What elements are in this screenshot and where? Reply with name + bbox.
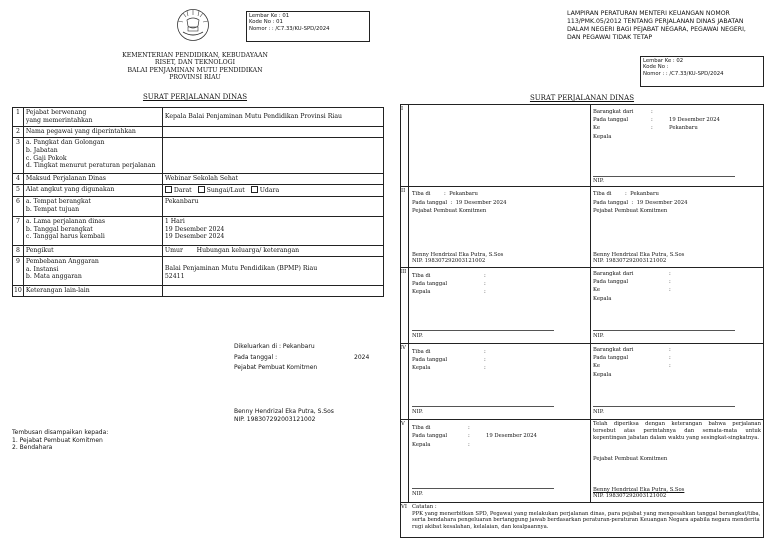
table-row: 1 Pejabat berwenang yang memerintahkan Kepala Balai Penjaminan Mutu Pendidikan Provinsi Riau <box>13 108 384 127</box>
section-2-right: Tiba di : Pekanbaru Pada tanggal : 19 Desember 2024 Pejabat Pembuat Komitmen <box>593 191 688 215</box>
section-2-left: Tiba di : Pekanbaru Pada tanggal : 19 Desember 2024 Pejabat Pembuat Komitmen <box>412 191 507 215</box>
lembar-box-right <box>640 56 764 87</box>
section-number: III <box>400 269 407 275</box>
number-column-line <box>408 104 409 502</box>
issued-place: Dikeluarkan di : Pekanbaru <box>234 343 315 350</box>
section-number: V <box>401 421 405 427</box>
table-row: 10 Keterangan lain-lain <box>13 285 384 296</box>
section-2-right-signatory: Benny Hendrizal Eka Putra, S.Sos NIP. 198307292003121002 <box>593 252 685 265</box>
nomor: Nomor : : /C7.33/KU-SPD/2024 <box>249 25 330 32</box>
spd-back-frame <box>400 104 764 538</box>
catatan-block <box>412 504 762 530</box>
nip-label: NIP. <box>412 333 423 339</box>
kode-no: Kode No : 01 <box>249 19 283 26</box>
signature-line <box>412 488 554 489</box>
section-number: II <box>401 188 406 194</box>
section-number: I <box>401 106 404 112</box>
institution-header <box>60 52 330 82</box>
signature-line <box>412 330 554 331</box>
checkbox-udara[interactable] <box>251 186 258 193</box>
section-5-ppk: Pejabat Pembuat Komitmen <box>593 456 668 462</box>
tut-wuri-handayani-logo-icon <box>175 8 211 42</box>
signature-line <box>593 176 735 177</box>
section-5-left: Tiba di : Pada tanggal : 19 Desember 2024 Kepala : <box>412 425 537 448</box>
header-line-3: BALAI PENJAMINAN MUTU PENDIDIKAN <box>127 66 263 74</box>
catatan-text: PPK yang menerbitkan SPD, Pegawai yang melakukan perjalanan dinas, para pejabat yang mengesahkan tanggal berangkat/tiba, serta bendahara pengeluaran bertanggung jawab berdasarkan peraturan-peraturan Keuangan Negara apabila negara menderita rugi akibat kesalahan, kelalaian, dan kealpaannya. <box>412 510 761 530</box>
nip-label: NIP. <box>412 409 423 415</box>
lembar-ke: Lembar Ke : 01 <box>249 13 290 19</box>
section-5-statement: Telah diperiksa dengan keterangan bahwa perjalanan tersebut atas perintahnya dan semata-mata untuk kepentingan jabatan dalam waktu yang sesingkat-singkatnya. <box>593 421 761 441</box>
lampiran-text: LAMPIRAN PERATURAN MENTERI KEUANGAN NOMOR 113/PMK.05/2012 TENTANG PERJALANAN DINAS JABATAN DALAM NEGERI BAGI PEJABAT NEGARA, PEGAWAI NEGERI, DAN PEGAWAI TIDAK TETAP <box>567 10 746 42</box>
table-row: 7 a. Lama perjalanan dinas b. Tanggal berangkat c. Tanggal harus kembali 1 Hari 19 Desember 2024 19 Desember 2024 <box>13 216 384 245</box>
section-divider <box>400 502 764 503</box>
section-2-left-signatory: Benny Hendrizal Eka Putra, S.Sos NIP. 198307292003121002 <box>412 252 504 265</box>
catatan-title: Catatan : <box>412 504 437 510</box>
cc-item: 2. Bendahara <box>12 444 53 451</box>
signatory-left <box>234 408 384 423</box>
section-divider <box>400 419 764 420</box>
signature-line <box>593 330 735 331</box>
section-divider <box>400 186 764 187</box>
page-title-left: SURAT PERJALANAN DINAS <box>142 93 248 101</box>
table-row: 5 Alat angkut yang digunakan Darat Sungai/Laut Udara <box>13 185 384 197</box>
signatory-name: Benny Hendrizal Eka Putra, S.Sos <box>234 408 334 415</box>
issued-official: Pejabat Pembuat Komitmen <box>234 364 318 371</box>
header-line-2: RISET, DAN TEKNOLOGI <box>154 59 236 67</box>
lembar-ke: Lembar Ke : 02 <box>643 58 684 64</box>
section-number: VI <box>401 504 407 510</box>
nomor: Nomor : : /C7.33/KU-SPD/2024 <box>643 70 724 77</box>
lembar-box-left <box>246 11 370 42</box>
section-5-signatory: Benny Hendrizal Eka Putra, S.Sos NIP. 198307292003121002 <box>593 487 685 500</box>
table-row: 4 Maksud Perjalanan Dinas Webinar Sekolah Sehat <box>13 174 384 185</box>
section-divider <box>400 343 764 344</box>
section-3-left: Tiba di : Pada tanggal : Kepala : <box>412 273 486 296</box>
issued-year: 2024 <box>354 353 370 361</box>
nip-label: NIP. <box>593 178 604 184</box>
middle-column-line <box>590 104 591 502</box>
cc-title: Tembusan disampaikan kepada: <box>12 429 109 436</box>
header-line-1: KEMENTERIAN PENDIDIKAN, KEBUDAYAAN <box>122 52 268 59</box>
cc-block <box>12 429 192 452</box>
table-row: 8 Pengikut Umur Hubungan keluarga/ keterangan <box>13 245 384 256</box>
section-4-right: Barangkat dari : Pada tanggal : Ke : Kepala <box>593 347 671 378</box>
issued-date-label: Pada tanggal : <box>234 353 278 361</box>
page-title-right: SURAT PERJALANAN DINAS <box>529 94 635 102</box>
table-row: 6 a. Tempat berangkat b. Tempat tujuan Pekanbaru <box>13 196 384 216</box>
section-number: IV <box>400 345 406 351</box>
spd-form-table <box>12 107 384 297</box>
checkbox-sungai-laut[interactable] <box>198 186 205 193</box>
nip-label: NIP. <box>593 409 604 415</box>
table-row: 2 Nama pegawai yang diperintahkan <box>13 127 384 138</box>
signatory-nip: NIP. 198307292003121002 <box>234 415 316 423</box>
table-row: 3 a. Pangkat dan Golongan b. Jabatan c. Gaji Pokok d. Tingkat menurut peraturan perjalanan <box>13 138 384 174</box>
signature-line <box>593 406 735 407</box>
header-line-4: PROVINSI RIAU <box>169 74 221 82</box>
signature-line <box>412 406 554 407</box>
section-divider <box>400 267 764 268</box>
issued-block <box>234 343 384 372</box>
nip-label: NIP. <box>593 333 604 339</box>
section-3-right: Barangkat dari : Pada tanggal : Ke : Kepala <box>593 271 671 302</box>
kode-no: Kode No : <box>643 64 669 71</box>
section-4-left: Tiba di : Pada tanggal : Kepala : <box>412 349 486 372</box>
section-1-right: Barangkat dari : Pada tanggal : 19 Desember 2024 Ke : Pekanbaru Kepala <box>593 109 720 140</box>
table-row: 9 Pembebanan Anggaran a. Instansi b. Mata anggaran Balai Penjaminan Mutu Pendidikan (BPMP) Riau 52411 <box>13 256 384 285</box>
cc-item: 1. Pejabat Pembuat Komitmen <box>12 436 103 444</box>
checkbox-darat[interactable] <box>165 186 172 193</box>
nip-label: NIP. <box>412 491 423 497</box>
